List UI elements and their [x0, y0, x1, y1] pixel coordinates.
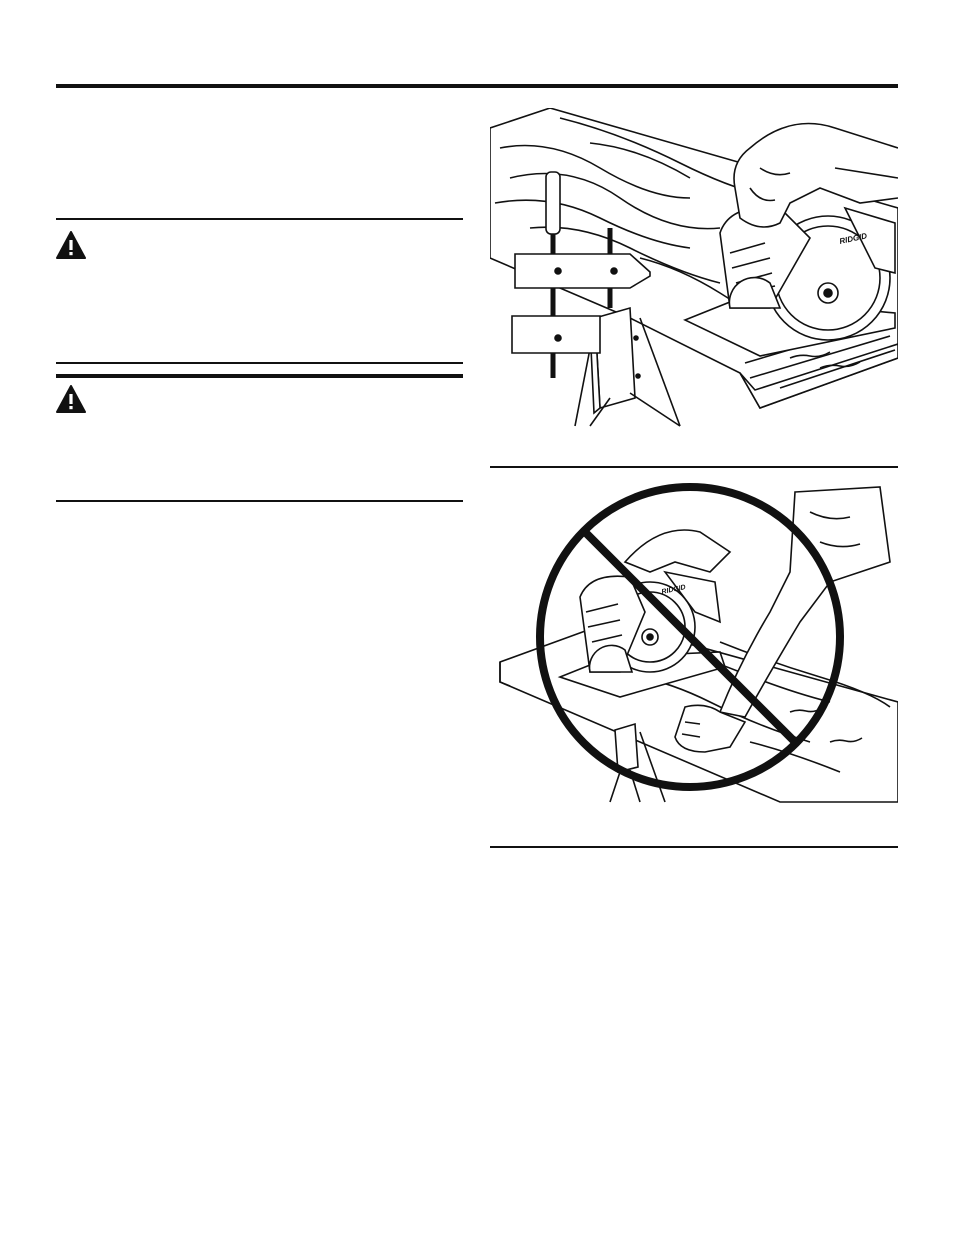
saw-brand-label: RIDGID: [838, 231, 868, 246]
warning-2-top-rule: [56, 374, 463, 378]
warning-2-bottom-rule: [56, 500, 463, 502]
header-rule: [56, 84, 898, 88]
figure-divider-rule: [490, 466, 898, 468]
warning-triangle-icon: [56, 385, 86, 413]
warning-triangle-icon: [56, 231, 86, 259]
warning-1-top-rule: [56, 218, 463, 220]
warning-1-bottom-rule: [56, 362, 463, 364]
figure-bottom-rule: [490, 846, 898, 848]
figure-prohibited-method: [490, 472, 898, 812]
figure-clamped-workpiece: [490, 108, 898, 428]
saw-brand-label: RIDGID: [660, 584, 687, 596]
